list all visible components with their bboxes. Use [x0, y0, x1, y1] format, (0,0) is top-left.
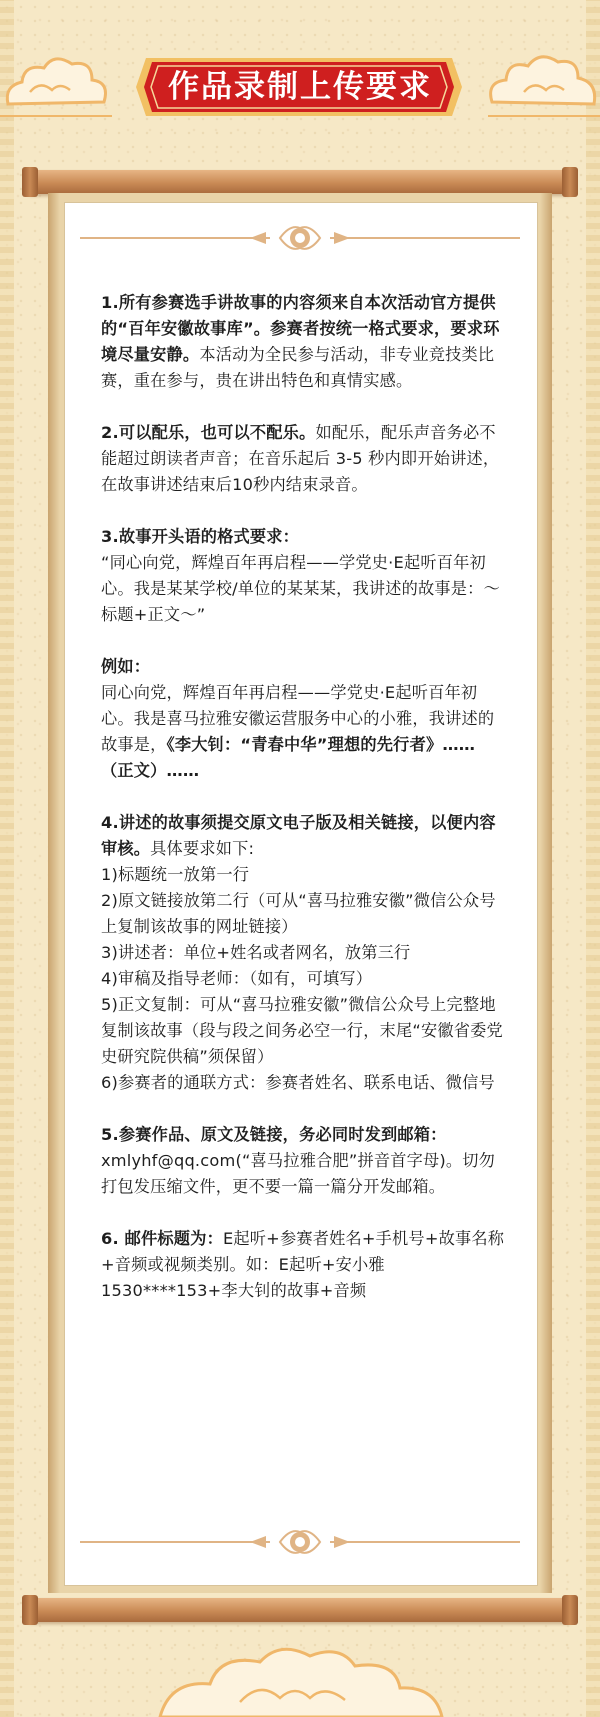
section-5-text: xmlyhf@qq.com(“喜马拉雅合肥”拼音首字母)。切勿打包发压缩文件，更不要一篇一篇分开发邮箱。	[101, 1151, 496, 1196]
left-border-pattern	[0, 0, 14, 1717]
scroll-top-rod	[28, 170, 572, 194]
section-2-bold: 2.可以配乐，也可以不配乐。	[101, 423, 316, 442]
section-5-bold: 5.参赛作品、原文及链接，务必同时发到邮箱：	[101, 1125, 447, 1144]
section-2	[101, 420, 505, 498]
example-bold: 《李大钊：“青春中华”理想的先行者》……（正文）……	[101, 735, 476, 780]
section-4	[101, 810, 505, 1096]
list-item: 4)审稿及指导老师：（如有，可填写）	[101, 969, 373, 988]
list-item: 3)讲述者：单位+姓名或者网名，放第三行	[101, 943, 411, 962]
list-item: 2)原文链接放第二行（可从“喜马拉雅安徽”微信公众号上复制该故事的网址链接）	[101, 891, 496, 936]
section-1	[101, 290, 505, 394]
list-item: 5)正文复制：可从“喜马拉雅安徽”微信公众号上完整地复制该故事（段与段之间务必空一行，末尾“安徽省委党史研究院供稿”须保留）	[101, 995, 503, 1066]
example-text: 同心向党，辉煌百年再启程——学党史·E起听百年初心。我是喜马拉雅安徽运营服务中心的小雅，我讲述的故事是，	[101, 683, 495, 754]
section-5	[101, 1122, 505, 1200]
requirements-content	[101, 290, 505, 1330]
section-1-text: 本活动为全民参与活动，非专业竞技类比赛，重在参与，贵在讲出特色和真情实感。	[101, 345, 495, 390]
section-6	[101, 1226, 505, 1304]
section-4-bold: 4.讲述的故事须提交原文电子版及相关链接，以便内容审核。	[101, 813, 496, 858]
top-ornament-icon	[80, 218, 520, 258]
section-3-text: “同心向党，辉煌百年再启程——学党史·E起听百年初心。我是某某学校/单位的某某某，我讲述的故事是：～标题+正文～”	[101, 553, 500, 624]
section-6-text: E起听+参赛者姓名+手机号+故事名称+音频或视频类别。如：E起听+安小雅1530****153+李大钊的故事+音频	[101, 1229, 505, 1300]
scroll-bottom-rod	[28, 1598, 572, 1622]
bottom-cloud-icon	[150, 1640, 450, 1717]
section-3	[101, 524, 505, 628]
list-item: 1)标题统一放第一行	[101, 865, 250, 884]
section-1-bold: 1.所有参赛选手讲故事的内容须来自本次活动官方提供的“百年安徽故事库”。参赛者按统一格式要求，要求环境尽量安静。	[101, 293, 500, 364]
page-title: 作品录制上传要求	[168, 69, 432, 105]
example-section	[101, 654, 505, 784]
bottom-ornament-icon	[80, 1522, 520, 1562]
right-border-pattern	[586, 0, 600, 1717]
section-6-bold: 6. 邮件标题为：	[101, 1229, 223, 1248]
section-3-heading: 3.故事开头语的格式要求：	[101, 527, 300, 546]
example-heading: 例如：	[101, 657, 151, 676]
section-2-text: 如配乐，配乐声音务必不能超过朗读者声音；在音乐起后 3-5 秒内即开始讲述，在故事讲述结束后10秒内结束录音。	[101, 423, 500, 494]
list-item: 6)参赛者的通联方式：参赛者姓名、联系电话、微信号	[101, 1073, 495, 1092]
section-4-text: 具体要求如下:	[150, 839, 255, 858]
